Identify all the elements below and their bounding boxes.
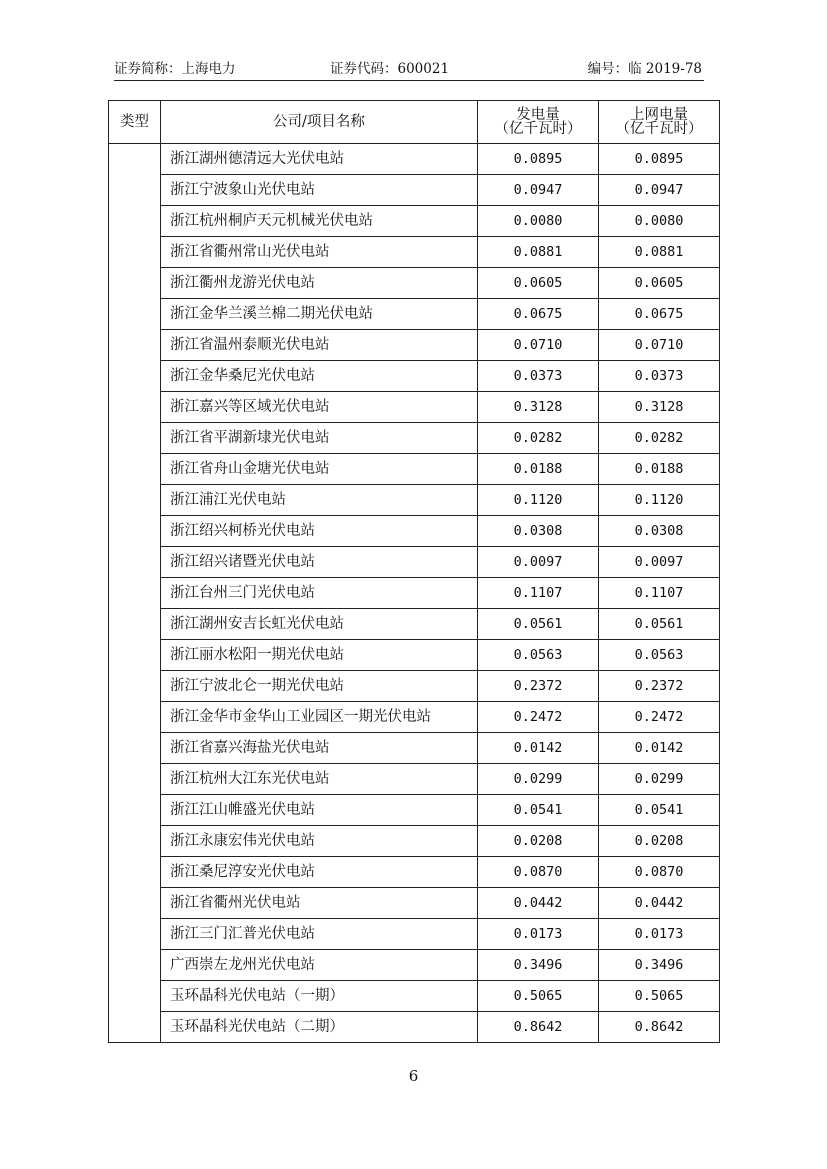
grid-electricity-cell: 0.0895 [599, 144, 720, 175]
table-row [109, 144, 720, 175]
grid-electricity-cell: 0.0173 [599, 919, 720, 950]
project-name-cell: 浙江衢州龙游光伏电站 [161, 268, 478, 299]
document-number: 编号：临 2019-78 [587, 61, 702, 77]
grid-electricity-cell: 0.3128 [599, 392, 720, 423]
grid-electricity-cell: 0.0282 [599, 423, 720, 454]
generation-cell: 0.8642 [478, 1012, 599, 1043]
grid-electricity-cell: 0.0541 [599, 795, 720, 826]
generation-cell: 0.0282 [478, 423, 599, 454]
generation-cell: 0.2372 [478, 671, 599, 702]
project-name-cell: 浙江绍兴诸暨光伏电站 [161, 547, 478, 578]
header-divider [114, 80, 704, 81]
generation-cell: 0.2472 [478, 702, 599, 733]
grid-electricity-cell: 0.2372 [599, 671, 720, 702]
project-name-cell: 浙江江山帷盛光伏电站 [161, 795, 478, 826]
project-name-cell: 广西崇左龙州光伏电站 [161, 950, 478, 981]
table-header-row [109, 101, 720, 144]
table-row [109, 857, 720, 888]
generation-cell: 0.0881 [478, 237, 599, 268]
grid-electricity-cell: 0.1120 [599, 485, 720, 516]
table-row [109, 950, 720, 981]
stock-code: 证券代码：600021 [330, 61, 450, 77]
grid-header-line2: （亿千瓦时） [615, 121, 703, 137]
project-name-cell: 浙江金华桑尼光伏电站 [161, 361, 478, 392]
generation-cell: 0.0947 [478, 175, 599, 206]
table-row [109, 547, 720, 578]
grid-electricity-cell: 0.8642 [599, 1012, 720, 1043]
generation-cell: 0.0308 [478, 516, 599, 547]
generation-cell: 0.0710 [478, 330, 599, 361]
project-name-cell: 浙江嘉兴等区域光伏电站 [161, 392, 478, 423]
table-row [109, 485, 720, 516]
project-name-cell: 浙江桑尼淳安光伏电站 [161, 857, 478, 888]
generation-cell: 0.0097 [478, 547, 599, 578]
project-name-cell: 浙江杭州桐庐天元机械光伏电站 [161, 206, 478, 237]
table-row [109, 268, 720, 299]
generation-cell: 0.0373 [478, 361, 599, 392]
generation-cell: 0.3128 [478, 392, 599, 423]
table-row [109, 330, 720, 361]
generation-header-line1: 发电量 [516, 107, 560, 123]
project-name-cell: 浙江宁波象山光伏电站 [161, 175, 478, 206]
table-row [109, 919, 720, 950]
project-name-cell: 浙江省舟山金塘光伏电站 [161, 454, 478, 485]
table-row [109, 392, 720, 423]
grid-electricity-cell: 0.0208 [599, 826, 720, 857]
project-name-cell: 浙江省平湖新埭光伏电站 [161, 423, 478, 454]
table-row [109, 826, 720, 857]
generation-cell: 0.0563 [478, 640, 599, 671]
table-row [109, 423, 720, 454]
grid-electricity-cell: 0.0563 [599, 640, 720, 671]
project-name-cell: 浙江绍兴柯桥光伏电站 [161, 516, 478, 547]
page-number: 6 [408, 1067, 419, 1085]
grid-electricity-cell: 0.0881 [599, 237, 720, 268]
generation-cell: 0.0675 [478, 299, 599, 330]
generation-cell: 0.1107 [478, 578, 599, 609]
project-name-cell: 玉环晶科光伏电站（二期） [161, 1012, 478, 1043]
table-row [109, 888, 720, 919]
generation-cell: 0.1120 [478, 485, 599, 516]
project-name-cell: 浙江省温州泰顺光伏电站 [161, 330, 478, 361]
table-row [109, 578, 720, 609]
table-row [109, 237, 720, 268]
table-row [109, 206, 720, 237]
table-row [109, 361, 720, 392]
generation-cell: 0.0541 [478, 795, 599, 826]
project-name-cell: 浙江浦江光伏电站 [161, 485, 478, 516]
generation-cell: 0.0299 [478, 764, 599, 795]
grid-electricity-cell: 0.0080 [599, 206, 720, 237]
table-row [109, 764, 720, 795]
grid-electricity-cell: 0.2472 [599, 702, 720, 733]
project-name-cell: 浙江金华市金华山工业园区一期光伏电站 [161, 702, 478, 733]
column-header-grid [599, 101, 720, 144]
table-row [109, 454, 720, 485]
table-row [109, 795, 720, 826]
table-row [109, 981, 720, 1012]
stock-short-name: 证券简称：上海电力 [114, 61, 236, 77]
project-name-cell: 浙江宁波北仑一期光伏电站 [161, 671, 478, 702]
page-header [114, 57, 702, 79]
generation-cell: 0.0895 [478, 144, 599, 175]
column-header-generation [478, 101, 599, 144]
generation-cell: 0.0188 [478, 454, 599, 485]
grid-electricity-cell: 0.0188 [599, 454, 720, 485]
project-name-cell: 浙江永康宏伟光伏电站 [161, 826, 478, 857]
generation-cell: 0.0605 [478, 268, 599, 299]
project-name-cell: 浙江省嘉兴海盐光伏电站 [161, 733, 478, 764]
generation-header-line2: （亿千瓦时） [494, 121, 582, 137]
grid-electricity-cell: 0.0947 [599, 175, 720, 206]
grid-electricity-cell: 0.0299 [599, 764, 720, 795]
project-name-cell: 玉环晶科光伏电站（一期） [161, 981, 478, 1012]
generation-cell: 0.0080 [478, 206, 599, 237]
grid-electricity-cell: 0.0675 [599, 299, 720, 330]
project-name-cell: 浙江杭州大江东光伏电站 [161, 764, 478, 795]
project-name-cell: 浙江省衢州光伏电站 [161, 888, 478, 919]
table-row [109, 640, 720, 671]
generation-cell: 0.0442 [478, 888, 599, 919]
table-row [109, 299, 720, 330]
generation-cell: 0.0173 [478, 919, 599, 950]
grid-electricity-cell: 0.0308 [599, 516, 720, 547]
generation-cell: 0.0561 [478, 609, 599, 640]
project-name-cell: 浙江金华兰溪兰棉二期光伏电站 [161, 299, 478, 330]
project-name-cell: 浙江省衢州常山光伏电站 [161, 237, 478, 268]
grid-electricity-cell: 0.0710 [599, 330, 720, 361]
table-row [109, 702, 720, 733]
power-generation-table [108, 100, 720, 1043]
table-body [109, 144, 720, 1043]
grid-electricity-cell: 0.0142 [599, 733, 720, 764]
table-row [109, 671, 720, 702]
column-header-type: 类型 [109, 101, 161, 144]
table-row [109, 175, 720, 206]
grid-electricity-cell: 0.0870 [599, 857, 720, 888]
table-row [109, 1012, 720, 1043]
grid-electricity-cell: 0.0605 [599, 268, 720, 299]
grid-electricity-cell: 0.0442 [599, 888, 720, 919]
grid-electricity-cell: 0.0097 [599, 547, 720, 578]
generation-cell: 0.0208 [478, 826, 599, 857]
column-header-name: 公司/项目名称 [161, 101, 478, 144]
project-name-cell: 浙江丽水松阳一期光伏电站 [161, 640, 478, 671]
grid-electricity-cell: 0.0561 [599, 609, 720, 640]
project-name-cell: 浙江湖州安吉长虹光伏电站 [161, 609, 478, 640]
generation-cell: 0.5065 [478, 981, 599, 1012]
project-name-cell: 浙江台州三门光伏电站 [161, 578, 478, 609]
table-row [109, 609, 720, 640]
table-row [109, 516, 720, 547]
grid-electricity-cell: 0.5065 [599, 981, 720, 1012]
generation-cell: 0.0142 [478, 733, 599, 764]
grid-header-line1: 上网电量 [630, 107, 688, 123]
generation-cell: 0.3496 [478, 950, 599, 981]
table-row [109, 733, 720, 764]
project-name-cell: 浙江湖州德清远大光伏电站 [161, 144, 478, 175]
grid-electricity-cell: 0.1107 [599, 578, 720, 609]
generation-cell: 0.0870 [478, 857, 599, 888]
project-name-cell: 浙江三门汇普光伏电站 [161, 919, 478, 950]
grid-electricity-cell: 0.0373 [599, 361, 720, 392]
grid-electricity-cell: 0.3496 [599, 950, 720, 981]
type-cell [109, 144, 161, 1043]
